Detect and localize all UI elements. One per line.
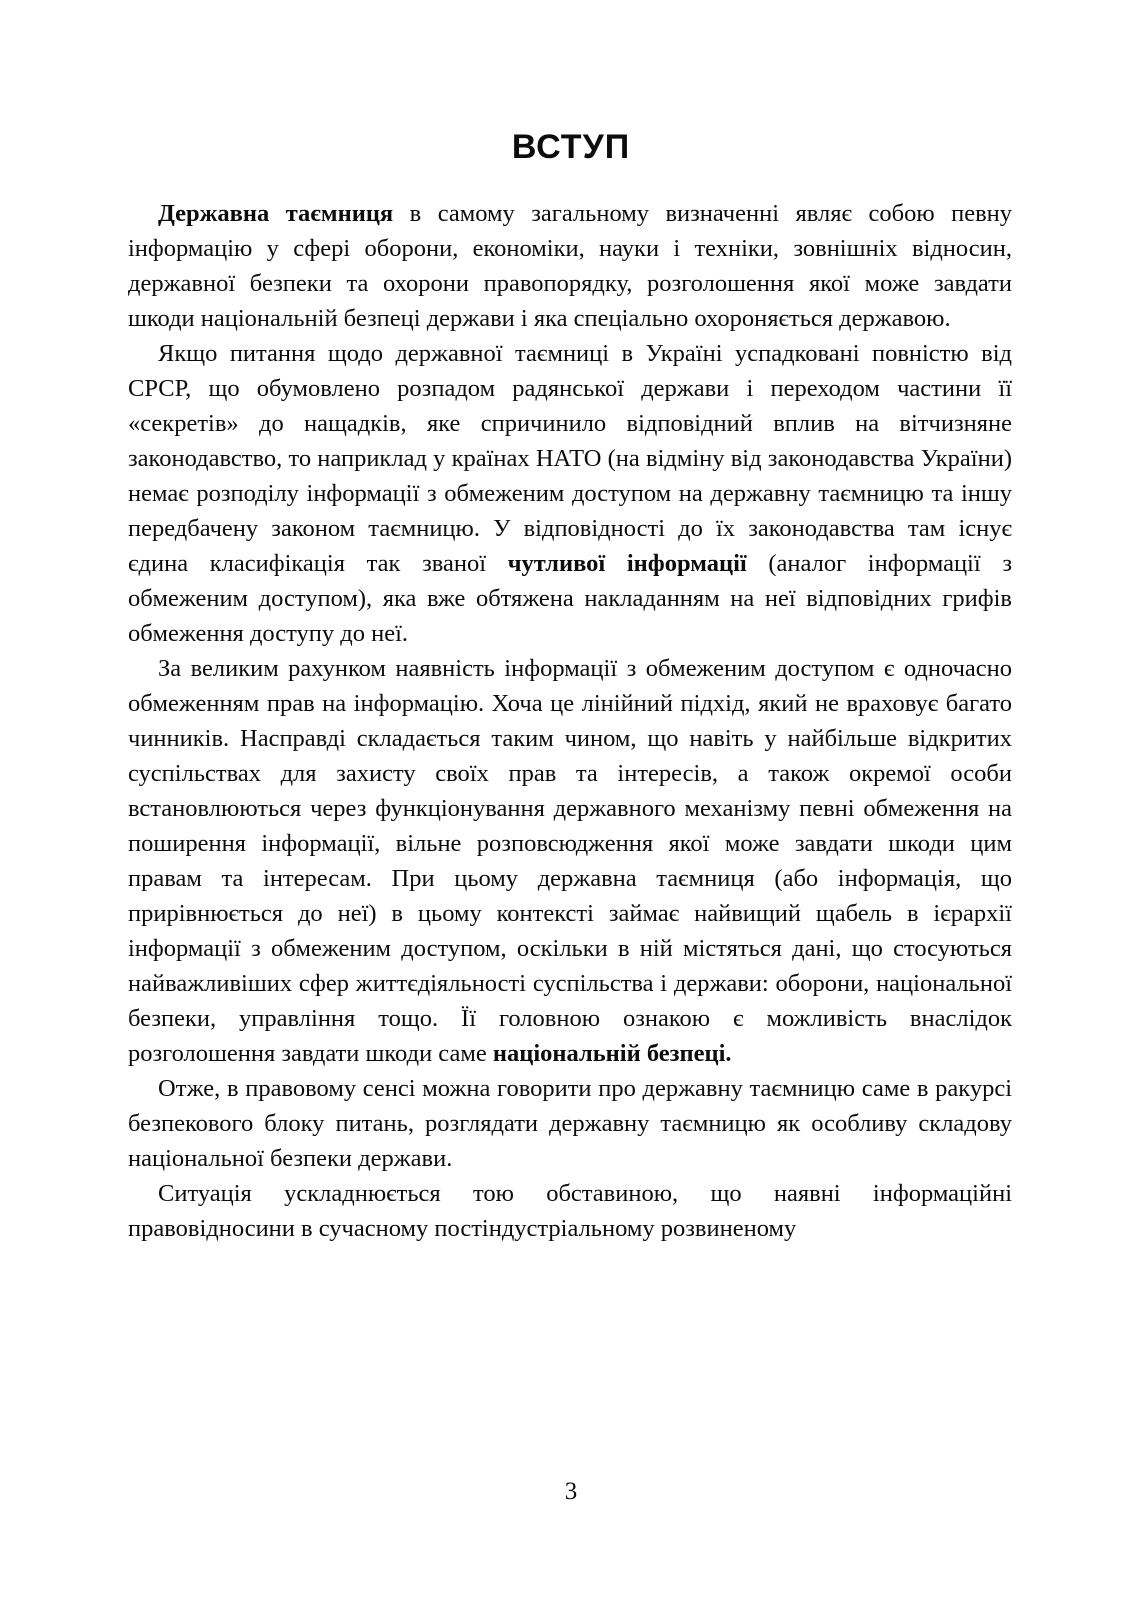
paragraph-3-before: За великим рахунком наявність інформації з обмеженим доступом є одночасно обмеженням прав на інформацію. Хоча це лінійний підхід, який не враховує багато чинників. Насправді складається таким чином, що навіть у найбільше відкритих суспільствах для захисту своїх прав та інтересів, а також окремої особи встановлюються через функціонування державного механізму певні обмеження на поширення інформації, вільне розповсюдження якої може завдати шкоди цим правам та інтересам. При цьому державна таємниця (або інформація, що прирівнюється до неї) в цьому контексті займає найвищий щабель в ієрархії інформації з обмеженим доступом, оскільки в ній містяться дані, що стосуються найважливіших сфер життєдіяльності суспільства і держави: оборони, національної безпеки, управління тощо. Її головною ознакою є можливість внаслідок розголошення завдати шкоди саме xyxy=(128,655,1012,1067)
paragraph-1 xyxy=(128,196,1012,336)
paragraph-5 xyxy=(128,1176,1012,1246)
paragraph-4 xyxy=(128,1071,1012,1176)
paragraph-2-bold-run: чутливої інформації xyxy=(507,550,747,577)
paragraph-2 xyxy=(128,336,1012,651)
page-title: ВСТУП xyxy=(511,128,631,166)
paragraph-1-after: в самому загальному визначенні являє собою певну інформацію у сфері оборони, економіки, науки і техніки, зовнішніх відносин, державної безпеки та охорони правопорядку, розголошення якої може завдати шкоди національній безпеці держави і яка спеціально охороняється державою. xyxy=(128,200,1012,332)
paragraph-1-bold-run: Державна таємниця xyxy=(158,200,394,227)
paragraph-5-before: Ситуація ускладнюється тою обставиною, що наявні інформаційні правовідносини в сучасному постіндустріальному розвиненому xyxy=(128,1180,1012,1242)
paragraph-2-after: (аналог інформації з обмеженим доступом), яка вже обтяжена накладанням на неї відповідних грифів обмеження доступу до неї. xyxy=(128,550,1012,647)
paragraph-4-before: Отже, в правовому сенсі можна говорити про державну таємницю саме в ракурсі безпекового блоку питань, розглядати державну таємницю як особливу складову національної безпеки держави. xyxy=(128,1075,1012,1172)
body-text xyxy=(128,196,1012,1246)
paragraph-3 xyxy=(128,651,1012,1071)
paragraph-3-bold-run: національній безпеці. xyxy=(492,1040,732,1067)
paragraph-2-before: Якщо питання щодо державної таємниці в Україні успадковані повністю від СРСР, що обумовлено розпадом радянської держави і переходом частини її «секретів» до нащадків, яке спричинило відповідний вплив на вітчизняне законодавство, то наприклад у країнах НАТО (на відміну від законодавства України) немає розподілу інформації з обмеженим доступом на державну таємницю та іншу передбачену законом таємницю. У відповідності до їх законодавства там існує єдина класифікація так званої xyxy=(128,340,1012,577)
page-number: 3 xyxy=(564,1478,578,1505)
